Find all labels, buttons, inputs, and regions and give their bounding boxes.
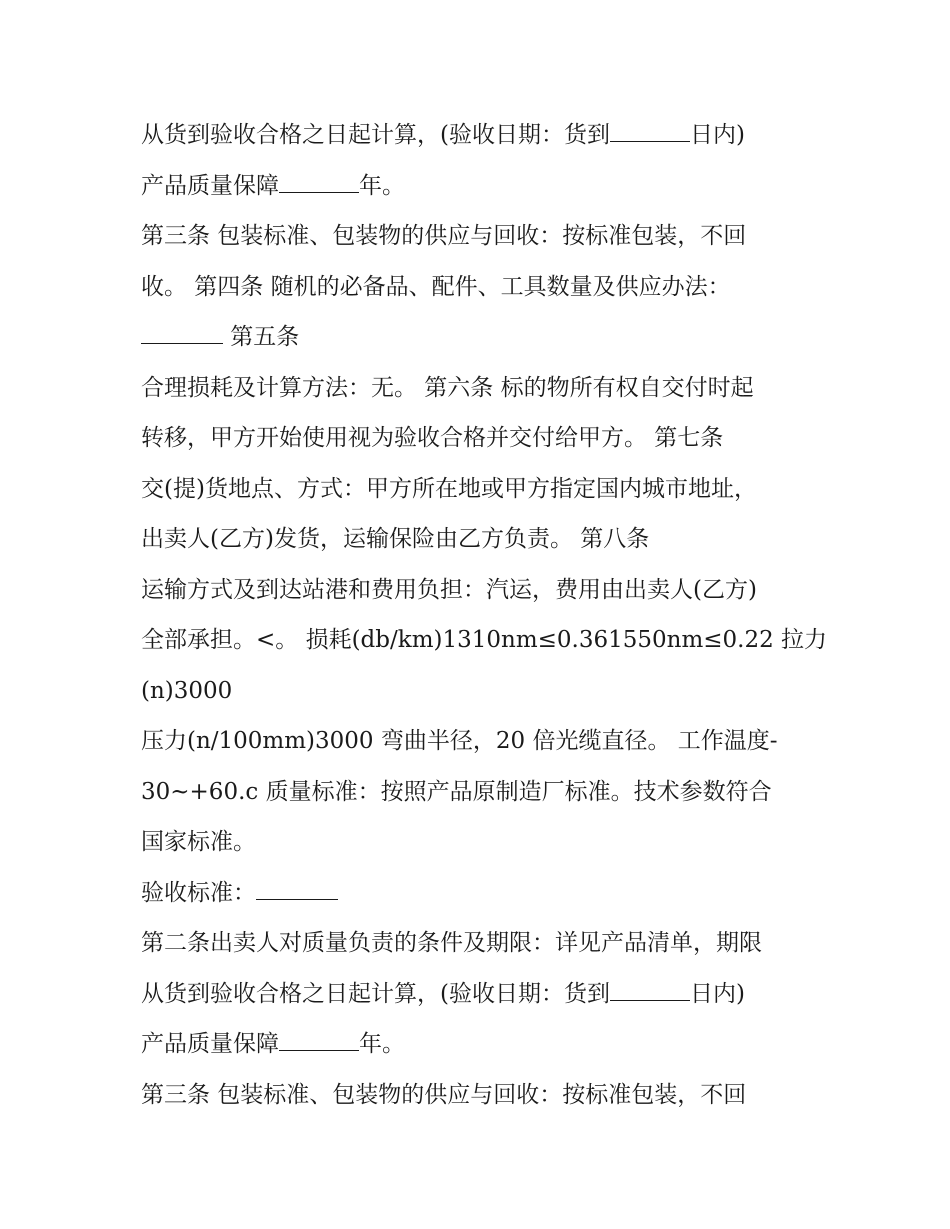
- text-segment: 日内): [689, 980, 745, 1007]
- text-line: 收。 第四条 随机的必备品、配件、工具数量及供应办法：: [141, 273, 731, 300]
- text-segment: 产品质量保障: [141, 1031, 279, 1057]
- fill-in-blank: [256, 881, 338, 900]
- fill-in-blank: [141, 325, 223, 344]
- text-line: 第二条出卖人对质量负责的条件及期限：详见产品清单，期限: [141, 930, 762, 956]
- text-line: 合理损耗及计算方法：无。 第六条 标的物所有权自交付时起: [141, 374, 754, 401]
- fill-in-blank: [610, 982, 690, 1001]
- text-line: 第三条 包装标准、包装物的供应与回收：按标准包装，不回: [141, 1081, 747, 1108]
- fill-in-blank: [610, 123, 690, 142]
- fill-in-blank: [279, 1032, 359, 1051]
- text-line: [141, 868, 841, 919]
- text-line: 国家标准。: [141, 829, 256, 855]
- text-segment: 年。: [359, 172, 405, 199]
- text-segment: 产品质量保障: [141, 172, 279, 199]
- text-line: 全部承担。<。 损耗(db/km)1310nm≤0.361550nm≤0.22 拉力: [141, 627, 828, 653]
- text-line: [141, 161, 841, 212]
- text-line: [141, 1019, 841, 1070]
- text-segment: 第五条: [223, 324, 300, 350]
- text-segment: 从货到验收合格之日起计算，(验收日期：货到: [141, 980, 610, 1007]
- text-line: 30~+60.c 质量标准：按照产品原制造厂标准。技术参数符合: [141, 778, 772, 805]
- text-line: 交(提)货地点、方式：甲方所在地或甲方指定国内城市地址，: [141, 475, 757, 502]
- text-line: (n)3000: [141, 677, 233, 704]
- text-segment: 从货到验收合格之日起计算，(验收日期：货到: [141, 122, 610, 148]
- text-line: 出卖人(乙方)发货，运输保险由乙方负责。 第八条: [141, 526, 650, 552]
- fill-in-blank: [279, 174, 359, 193]
- text-segment: 验收标准：: [141, 879, 256, 906]
- text-segment: 年。: [359, 1031, 405, 1057]
- text-line: 转移，甲方开始使用视为验收合格并交付给甲方。 第七条: [141, 425, 724, 451]
- text-line: [141, 969, 841, 1020]
- text-line: [141, 110, 841, 161]
- document-body: [141, 110, 841, 1120]
- text-line: 运输方式及到达站港和费用负担：汽运，费用由出卖人(乙方): [141, 576, 757, 603]
- text-line: 第三条 包装标准、包装物的供应与回收：按标准包装，不回: [141, 223, 747, 249]
- text-segment: 日内): [689, 122, 745, 148]
- text-line: 压力(n/100mm)3000 弯曲半径，20 倍光缆直径。 工作温度-: [141, 728, 778, 754]
- text-line: [141, 312, 841, 363]
